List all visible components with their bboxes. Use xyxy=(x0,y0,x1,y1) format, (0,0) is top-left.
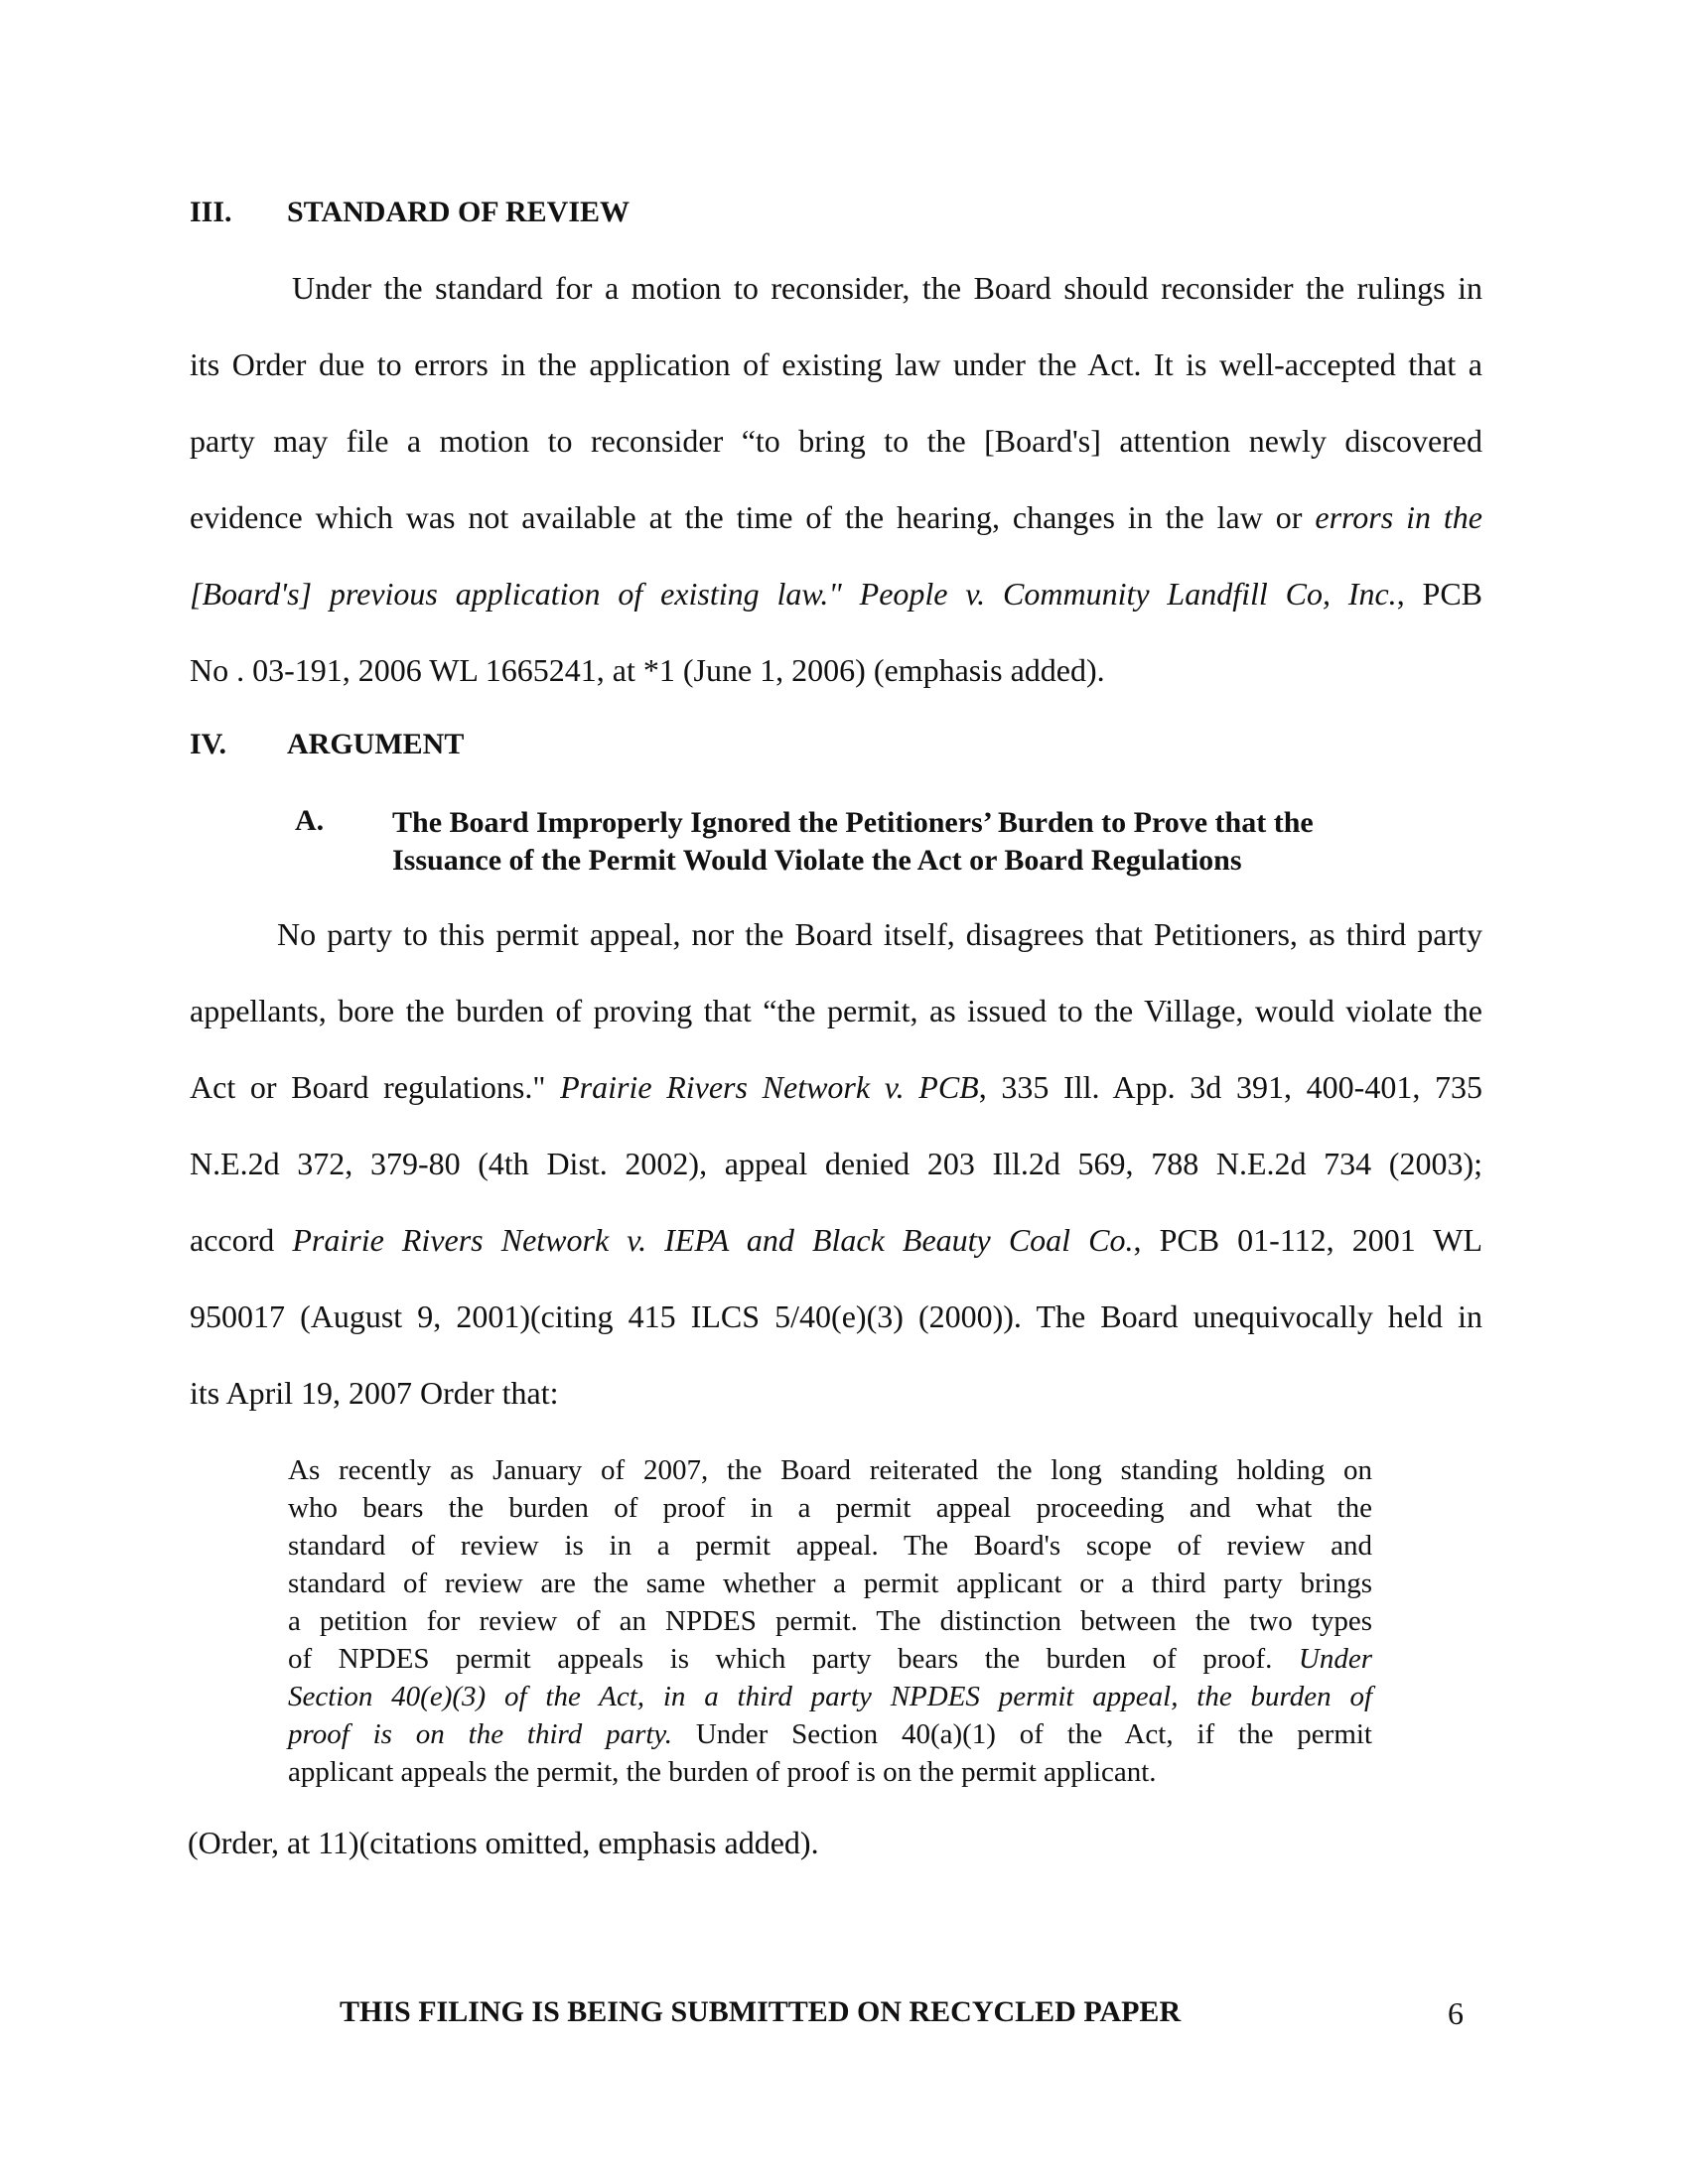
paragraph-line: appellants, bore the burden of proving that “the permit, as issued to the Village, would violate the xyxy=(190,993,1482,1028)
paragraph-line: 950017 (August 9, 2001)(citing 415 ILCS 5/40(e)(3) (2000)). The Board unequivocally held in xyxy=(190,1298,1482,1334)
quote-line: standard of review are the same whether a permit applicant or a third party brings xyxy=(288,1568,1372,1599)
section-number: III. xyxy=(190,196,232,228)
section-title: STANDARD OF REVIEW xyxy=(287,196,631,228)
emphasis-text: Under xyxy=(1298,1643,1372,1675)
quote-line: who bears the burden of proof in a permit appeal proceeding and what the xyxy=(288,1492,1372,1524)
paragraph-line: No party to this permit appeal, nor the Board itself, disagrees that Petitioners, as third party xyxy=(277,916,1482,952)
quote-line: As recently as January of 2007, the Board reiterated the long standing holding on xyxy=(288,1454,1372,1486)
emphasis-text: [Board's] previous application of existing law." xyxy=(190,576,842,612)
case-citation: Prairie Rivers Network v. PCB xyxy=(560,1069,979,1105)
quote-line: standard of review is in a permit appeal. The Board's scope of review and xyxy=(288,1530,1372,1562)
quote-line: applicant appeals the permit, the burden of proof is on the permit applicant. xyxy=(288,1756,1157,1788)
emphasis-text: proof is on the third party. xyxy=(288,1718,672,1750)
section-heading-standard-of-review xyxy=(190,196,630,229)
quote-line xyxy=(288,1678,1372,1715)
quote-citation: (Order, at 11)(citations omitted, emphasis added). xyxy=(188,1825,819,1860)
case-citation: Prairie Rivers Network v. IEPA and Black Beauty Coal Co. xyxy=(292,1222,1134,1258)
paragraph-line: N.E.2d 372, 379-80 (4th Dist. 2002), appeal denied 203 Ill.2d 569, 788 N.E.2d 734 (2003); xyxy=(190,1146,1482,1181)
emphasis-text: Section 40(e)(3) of the Act, in a third party NPDES permit appeal, the burden of xyxy=(288,1681,1372,1712)
section-heading-argument xyxy=(190,728,464,761)
recycled-paper-notice: THIS FILING IS BEING SUBMITTED ON RECYCLED PAPER xyxy=(340,1995,1182,2028)
paragraph-line: No . 03-191, 2006 WL 1665241, at *1 (June 1, 2006) (emphasis added). xyxy=(190,652,1105,688)
paragraph-line: its April 19, 2007 Order that: xyxy=(190,1375,559,1411)
case-citation: People v. Community Landfill Co, Inc. xyxy=(859,576,1397,612)
paragraph-line: its Order due to errors in the application of existing law under the Act. It is well-accepted that a xyxy=(190,346,1482,382)
emphasis-text: errors in the xyxy=(1315,499,1483,535)
page-number: 6 xyxy=(1448,1995,1464,2031)
subsection-heading-a xyxy=(295,804,1387,884)
paragraph-line: evidence which was not available at the time of the hearing, changes in the law or errors in the xyxy=(190,499,1483,535)
paragraph-line: Act or Board regulations." Prairie Rivers Network v. PCB, 335 Ill. App. 3d 391, 400-401, 735 xyxy=(190,1069,1483,1105)
subsection-letter: A. xyxy=(295,804,325,837)
quote-line: of NPDES permit appeals is which party bears the burden of proof. Under xyxy=(288,1643,1372,1675)
paragraph-line: Under the standard for a motion to reconsider, the Board should reconsider the rulings in xyxy=(292,270,1482,306)
section-number: IV. xyxy=(190,728,226,760)
subsection-title: The Board Improperly Ignored the Petitioners’ Burden to Prove that the Issuance of the Permit Would Violate the Act or Board Regulations xyxy=(392,806,1314,877)
quote-line: a petition for review of an NPDES permit. The distinction between the two types xyxy=(288,1605,1372,1637)
paragraph-line: accord Prairie Rivers Network v. IEPA and Black Beauty Coal Co., PCB 01-112, 2001 WL xyxy=(190,1222,1483,1258)
paragraph-line: party may file a motion to reconsider “to bring to the [Board's] attention newly discovered xyxy=(190,423,1482,459)
paragraph-line: [Board's] previous application of existing law." People v. Community Landfill Co, Inc., PCB xyxy=(190,576,1483,612)
section-title: ARGUMENT xyxy=(287,728,465,760)
quote-line: proof is on the third party. Under Section 40(a)(1) of the Act, if the permit xyxy=(288,1718,1372,1750)
